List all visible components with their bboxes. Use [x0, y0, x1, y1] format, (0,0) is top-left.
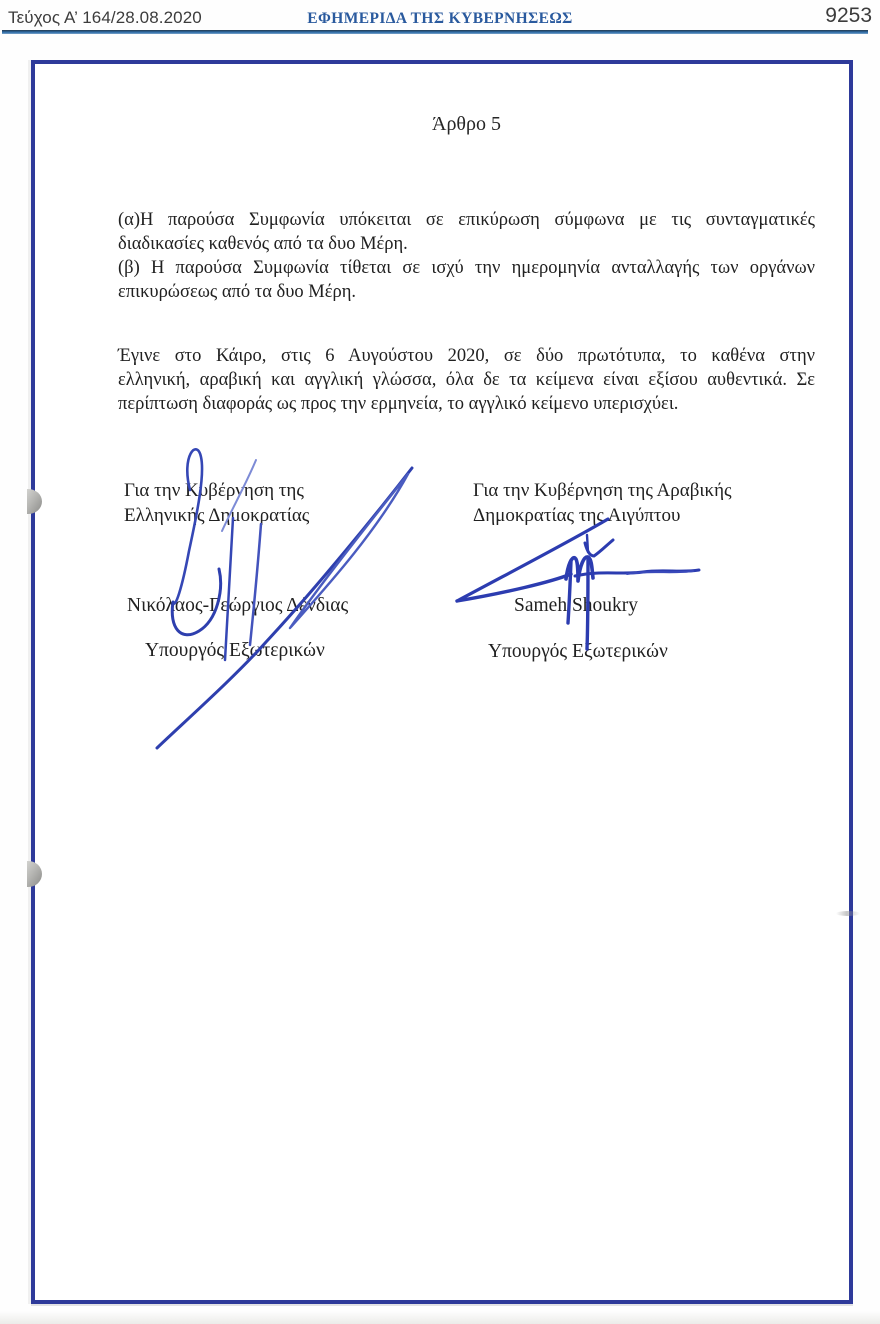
header-rule [2, 30, 868, 34]
signature-right-name: Sameh Shoukry [514, 595, 639, 616]
signature-left-for [124, 478, 309, 528]
signature-right-title: Υπουργός Εξωτερικών [488, 641, 668, 662]
signature-left-for-line: Για την Κυβέρνηση της [124, 480, 304, 501]
page-bottom-edge [0, 1311, 880, 1324]
text-line: διαδικασίες καθενός από τα δυο Μέρη. [118, 234, 408, 254]
gazette-title: ΕΦΗΜΕΡΙΔΑ ΤΗΣ ΚΥΒΕΡΝΗΣΕΩΣ [307, 9, 573, 28]
text-line: ελληνική, αραβική και αγγλική γλώσσα, όλα δε τα κείμενα είναι εξίσου αυθεντικά. Σε [118, 370, 815, 390]
text-line: περίπτωση διαφοράς ως προς την ερμηνεία, το αγγλικό κείμενο υπερισχύει. [118, 394, 679, 414]
signature-ink-right [455, 515, 705, 652]
signature-right-for-line: Για την Κυβέρνηση της Αραβικής [473, 480, 732, 501]
scan-smudge [836, 911, 860, 916]
text-line: (β) Η παρούσα Συμφωνία τίθεται σε ισχύ την ημερομηνία ανταλλαγής των οργάνων [118, 258, 815, 278]
signature-right-for [473, 478, 732, 528]
paragraph-ratification [118, 208, 815, 304]
article-title: Άρθρο 5 [432, 113, 501, 135]
text-line: (α)Η παρούσα Συμφωνία υπόκειται σε επικύρωση σύμφωνα με τις συνταγματικές [118, 210, 815, 230]
signature-right-for-line: Δημοκρατίας της Αιγύπτου [473, 505, 681, 526]
page-number: 9253 [825, 4, 872, 27]
text-column [118, 208, 815, 416]
issue-label: Τεύχος Α’ 164/28.08.2020 [8, 8, 202, 27]
signature-left-name: Νικόλαος-Γεώργιος Δένδιας [127, 595, 349, 616]
paragraph-done-at [118, 344, 815, 416]
text-line: επικυρώσεως από τα δυο Μέρη. [118, 282, 357, 302]
signature-left-title: Υπουργός Εξωτερικών [145, 640, 325, 661]
signature-left-for-line: Ελληνικής Δημοκρατίας [124, 505, 310, 526]
text-line: Έγινε στο Κάιρο, στις 6 Αυγούστου 2020, σε δύο πρωτότυπα, το καθένα στην [118, 346, 815, 366]
content-frame [31, 60, 853, 1304]
